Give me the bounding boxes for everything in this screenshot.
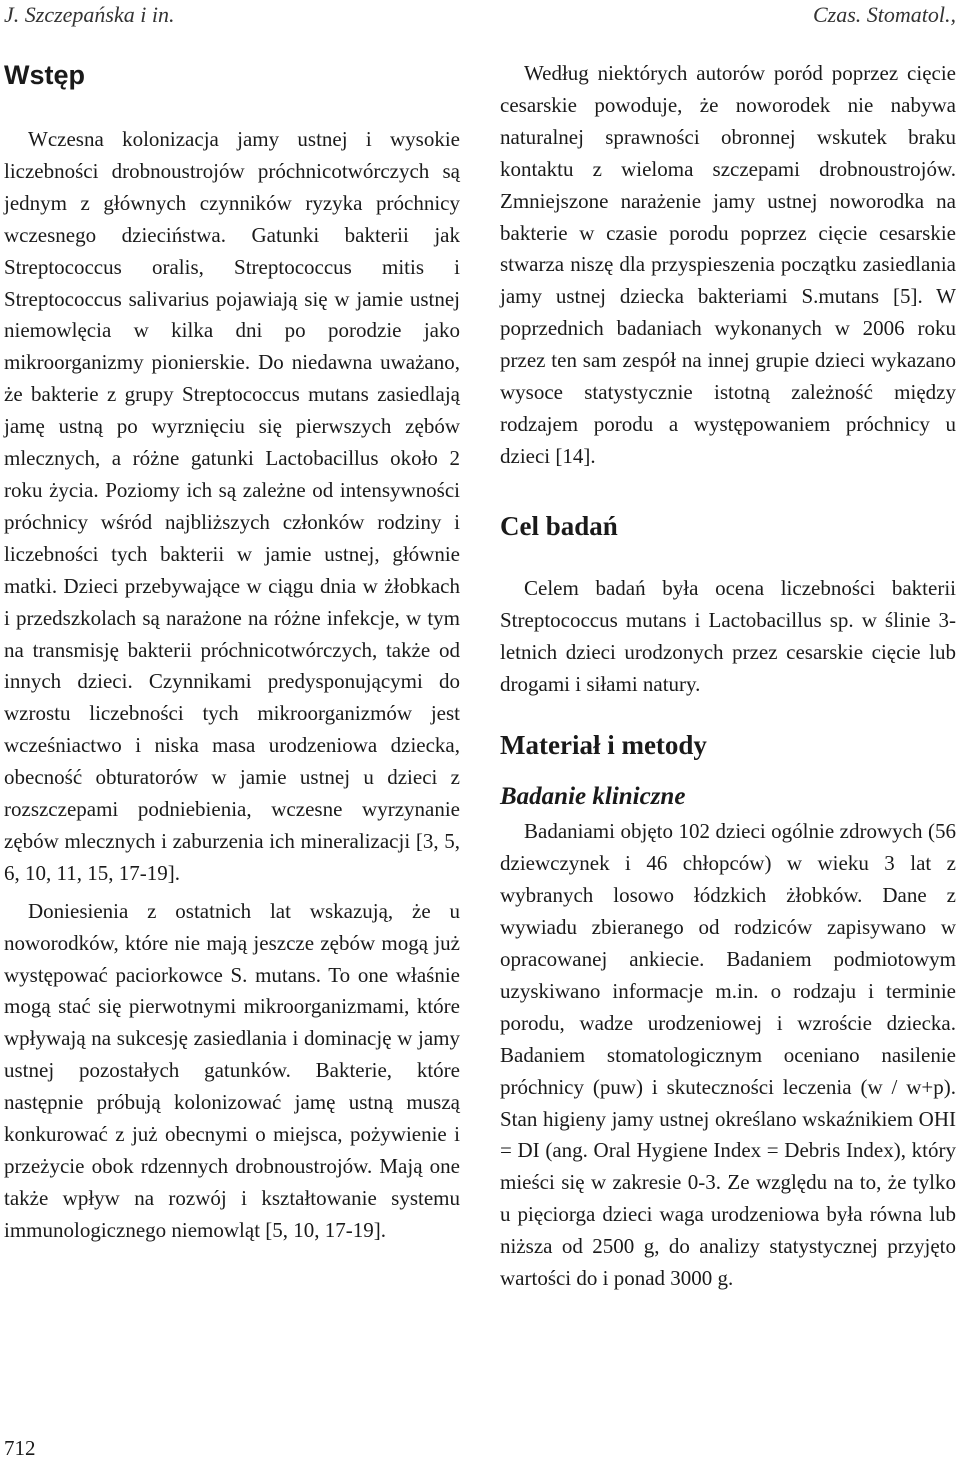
body-paragraph: Celem badań była ocena liczebności bakterii Streptococcus mutans i Lactobacillus sp. w ślinie 3-letnich dzieci urodzonych przez cesarskie cięcie lub drogami i siłami natury. xyxy=(500,575,956,696)
right-column xyxy=(500,58,956,1295)
section-heading-aim: Cel badań xyxy=(500,510,618,541)
running-header-journal: Czas. Stomatol., xyxy=(812,2,956,27)
page-number: 712 xyxy=(4,1436,36,1460)
body-paragraph: Doniesienia z ostatnich lat wskazują, że u noworodków, które nie mają jeszcze zębów mogą już występować paciorkowce S. mutans. To one właśnie mogą stać się pierwotnymi mikroorganizmami, które wpływają na sukcesję zasiedlania i dominację w jamy ustnej pozostałych gatunków. Bakterie, które następnie próbują kolonizować jamę ustną muszą konkurować z już obecnymi o miejsca, pożywienie i przeżycie obok rdzennych drobnoustrojów. Mają one także wpływ na rozwój i kształtowanie systemu immunologicznego niemowląt [5, 10, 17-19]. xyxy=(4,898,460,1242)
body-paragraph: Według niektórych autorów poród poprzez cięcie cesarskie powoduje, że noworodek nie nabywa naturalnej sprawności obronnej wskutek braku kontaktu z wieloma szczepami drobnoustrojów. Zmniejszone narażenie jamy ustnej noworodka na bakterie w czasie porodu poprzez cięcie cesarskie stwarza niszę dla przyspieszenia początku zasiedlania jamy ustnej dziecka bakteriami S.mutans [5]. W poprzednich badaniach wykonanych w 2006 roku przez ten sam zespół na innej grupie dzieci wykazano wysoce statystycznie istotną zależność między rodzajem porodu a występowaniem próchnicy u dzieci [14]. xyxy=(500,61,956,468)
running-header-authors: J. Szczepańska i in. xyxy=(4,2,175,27)
body-paragraph: Badaniami objęto 102 dzieci ogólnie zdrowych (56 dziewczynek i 46 chłopców) w wieku 3 lat z wybranych losowo łódzkich żłobków. Dane z wywiadu zbieranego od rodziców zapisywano w opracowanej ankiecie. Badaniem podmiotowym uzyskiwano informacje m.in. o rodzaju i terminie porodu, wadze urodzeniowej i wzroście dziecka. Badaniem stomatologicznym oceniano nasilenie próchnicy (puw) i skuteczności leczenia (w / w+p). Stan higieny jamy ustnej określano wskaźnikiem OHI = DI (ang. Oral Hygiene Index = Debris Index), który mieści się w zakresie 0-3. Ze względu na to, że tylko u pięciorga dzieci waga urodzeniowa była równa lub niższa od 2500 g, do analizy statystycznej przyjęto wartości do i ponad 3000 g. xyxy=(500,819,956,1291)
section-heading-methods: Materiał i metody xyxy=(500,730,707,761)
left-column xyxy=(4,58,460,1247)
body-paragraph: Wczesna kolonizacja jamy ustnej i wysokie liczebności drobnoustrojów próchnicotwórczych są jednym z głównych czynników ryzyka próchnicy wczesnego dzieciństwa. Gatunki bakterii jak Streptococcus oralis, Streptococcus mitis i Streptococcus salivarius pojawiają się w jamie ustnej niemowlęcia w kilka dni po porodzie jako mikroorganizmy pionierskie. Do niedawna uważano, że bakterie z grupy Streptococcus mutans zasiedlają jamę ustną po wyrznięciu się pierwszych zębów mlecznych, a różne gatunki Lactobacillus około 2 roku życia. Poziomy ich są zależne od intensywności próchnicy wśród najbliższych członków rodziny i liczebności tych bakterii w jamie ustnej, głównie matki. Dzieci przebywające w ciągu dnia w żłobkach i przedszkolach są narażone na różne infekcje, w tym na transmisję bakterii próchnicotwórczych, także od innych dzieci. Czynnikami predysponującymi do wzrostu liczebności tych mikroorganizmów jest wcześniactwo i niska masa urodzeniowa dziecka, obecność obturatorów w jamie ustnej u dzieci z rozszczepami podniebienia, wczesne wyrzynanie zębów mlecznych i zaburzenia ich mineralizacji [3, 5, 6, 10, 11, 15, 17-19]. xyxy=(4,127,460,885)
section-heading-introduction: Wstęp xyxy=(4,60,85,90)
subsection-heading-clinical: Badanie kliniczne xyxy=(500,783,686,811)
